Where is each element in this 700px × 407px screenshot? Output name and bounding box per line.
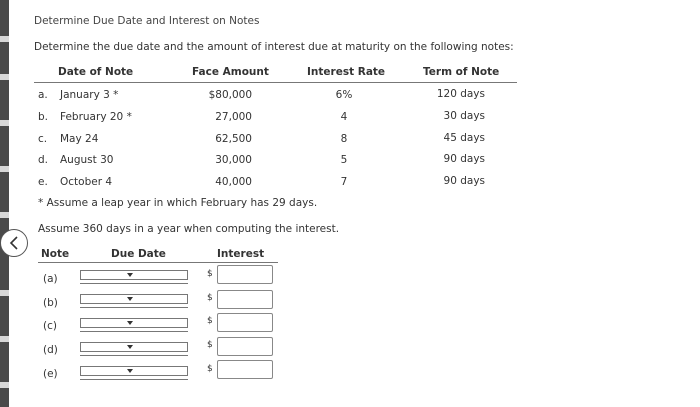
row-rate: 5 [340,154,348,166]
answer-row-label: (b) [43,297,58,309]
row-term: 30 days [443,110,485,122]
currency-symbol: $ [207,316,213,326]
row-rate: 6% [335,89,353,101]
day-count-assumption: Assume 360 days in a year when computing the interest. [38,223,340,235]
col-header-face: Face Amount [192,66,269,78]
row-letter: c. [38,133,48,145]
currency-symbol: $ [207,293,213,303]
dropdown-underline [80,307,188,308]
row-face: 30,000 [215,154,252,166]
row-rate: 7 [340,176,348,188]
page-title: Determine Due Date and Interest on Notes [34,15,260,27]
row-letter: d. [38,154,49,166]
answer-header-interest: Interest [217,248,265,260]
dropdown-underline [80,331,188,332]
interest-input[interactable] [217,290,273,309]
row-date: October 4 [60,176,113,188]
chevron-left-icon [8,236,20,250]
row-rate: 4 [340,111,348,123]
row-face: 62,500 [215,133,252,145]
answer-header-note: Note [41,248,70,260]
row-date: May 24 [60,133,99,145]
interest-input[interactable] [217,313,273,332]
row-term: 45 days [443,132,485,144]
answer-row-label: (e) [43,368,58,380]
row-letter: b. [38,111,49,123]
table-header-divider [34,82,517,83]
instructions: Determine the due date and the amount of interest due at maturity on the following notes: [34,41,514,53]
interest-input[interactable] [217,337,273,356]
currency-symbol: $ [207,269,213,279]
dropdown-underline [80,283,188,284]
answer-header-divider [38,262,278,263]
row-date: January 3 * [60,89,119,101]
due-date-dropdown[interactable] [80,270,188,280]
row-face: $80,000 [208,89,252,101]
dropdown-underline [80,355,188,356]
currency-symbol: $ [207,340,213,350]
answer-row-label: (a) [43,273,58,285]
row-date: February 20 * [60,111,132,123]
due-date-dropdown[interactable] [80,366,188,376]
left-edge-strip [0,0,9,407]
row-letter: e. [38,176,48,188]
row-term: 120 days [436,88,485,100]
row-letter: a. [38,89,48,101]
answer-row-label: (c) [43,320,57,332]
row-term: 90 days [443,175,485,187]
interest-input[interactable] [217,265,273,284]
row-term: 90 days [443,153,485,165]
col-header-date: Date of Note [58,66,134,78]
col-header-term: Term of Note [423,66,500,78]
row-date: August 30 [60,154,114,166]
currency-symbol: $ [207,364,213,374]
answer-row-label: (d) [43,344,58,356]
dropdown-underline [80,379,188,380]
leap-year-footnote: * Assume a leap year in which February has 29 days. [38,197,318,209]
due-date-dropdown[interactable] [80,294,188,304]
due-date-dropdown[interactable] [80,318,188,328]
due-date-dropdown[interactable] [80,342,188,352]
answer-header-due-date: Due Date [111,248,166,260]
row-rate: 8 [340,133,348,145]
col-header-rate: Interest Rate [307,66,386,78]
row-face: 27,000 [215,111,252,123]
back-button[interactable] [0,229,28,257]
row-face: 40,000 [215,176,252,188]
interest-input[interactable] [217,360,273,379]
